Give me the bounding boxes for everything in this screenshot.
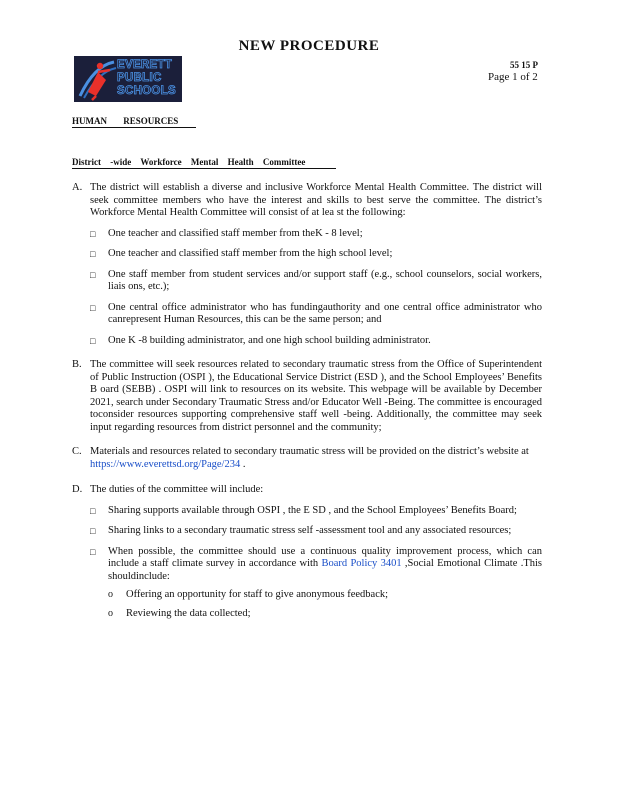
document-title: NEW PROCEDURE (238, 38, 380, 54)
bullet-icon: □ (90, 335, 96, 346)
bullet-icon: □ (90, 546, 96, 557)
section-a (72, 182, 542, 220)
bullet-icon: □ (90, 228, 96, 239)
section-c (72, 446, 542, 471)
section-heading: HUMAN RESOURCES (72, 116, 196, 128)
section-letter: A. (72, 182, 83, 193)
list-item (90, 302, 542, 327)
section-letter: D. (72, 484, 83, 495)
section-a-text: The district will establish a diverse and inclusive Workforce Mental Health Committee. The district will seek committee members who have the interest and skills to best serve the committee. The district’s Workforce Mental Health Committee will consist of at lea st the following: (90, 182, 542, 218)
section-d-text: The duties of the committee will include: (90, 484, 264, 495)
section-letter: C. (72, 446, 82, 457)
bullet-icon: □ (90, 526, 96, 536)
logo-line-1: EVERETT (117, 59, 173, 71)
bullet-icon: □ (90, 302, 96, 313)
list-item (90, 546, 542, 584)
bullet-icon: □ (90, 249, 96, 259)
list-item (90, 248, 542, 261)
logo-line-2: PUBLIC (117, 72, 162, 84)
list-item-text: Offering an opportunity for staff to give anonymous feedback; (126, 589, 389, 600)
district-website-link[interactable]: https://www.everettsd.org/Page/234 (90, 458, 241, 470)
list-item (90, 505, 542, 518)
circle-bullet-icon: o (108, 589, 113, 600)
section-b (72, 359, 542, 434)
list-item-text: When possible, the committee should use a continuous quality improvement process, which can include a staff climate survey in accordance with (108, 545, 542, 569)
section-c-period: . (242, 458, 246, 470)
list-item-text: Reviewing the data collected; (126, 607, 251, 619)
section-letter: B. (72, 359, 82, 370)
list-item (90, 228, 542, 241)
circle-bullet-icon: o (108, 607, 113, 619)
list-item-text: One teacher and classified staff member from the high school level; (108, 248, 393, 259)
list-item-text: One teacher and classified staff member from theK - 8 level; (108, 227, 363, 239)
policy-number: 55 15 P (510, 60, 538, 70)
list-item-text: One staff member from student services and/or support staff (e.g., school counselors, social workers, liais ons, etc.); (108, 268, 542, 292)
section-b-text: The committee will seek resources related to secondary traumatic stress from the Office of Superintendent of Public Instruction (OSPI ), the Educational Service District (ESD ), and the School Employees’ Benefits B oard (SEBB) . OSPI will link to resources on its website. This webpage will be available by December 2021, search under Secondary Traumatic Stress and/or Educator Well -Being. The committee is encouraged toconsider resources supporting comprehensive staff well -being. Additionally, the committee may seek input regarding resources from district personnel and the community; (90, 359, 542, 433)
list-item-text: Sharing links to a secondary traumatic stress self -assessment tool and any associated resources; (108, 525, 512, 536)
section-d (72, 484, 542, 497)
district-logo (74, 56, 182, 102)
page-number: Page 1 of 2 (488, 71, 538, 83)
list-item (90, 335, 542, 348)
list-item (90, 525, 542, 538)
bullet-icon: □ (90, 269, 96, 280)
procedure-subtitle: District -wide Workforce Mental Health Committee (72, 157, 336, 169)
list-item (108, 589, 542, 602)
logo-line-3: SCHOOLS (117, 85, 176, 97)
list-item-text: One central office administrator who has fundingauthority and one central office administrator who canrepresent Human Resources, this can be the same person; and (108, 301, 542, 325)
board-policy-link[interactable]: Board Policy 3401 (321, 558, 402, 569)
list-item (90, 269, 542, 294)
list-item-text: One K -8 building administrator, and one high school building administrator. (108, 334, 431, 346)
section-c-text: Materials and resources related to secondary traumatic stress will be provided on the district’s website at (90, 446, 529, 457)
list-item-text-continued: ,Social Emotional Climate .This shouldinclude: (108, 558, 542, 582)
list-item-text: Sharing supports available through OSPI , the E SD , and the School Employees’ Benefits Board; (108, 504, 517, 516)
bullet-icon: □ (90, 505, 96, 516)
procedure-body (72, 182, 542, 620)
list-item (108, 608, 542, 621)
